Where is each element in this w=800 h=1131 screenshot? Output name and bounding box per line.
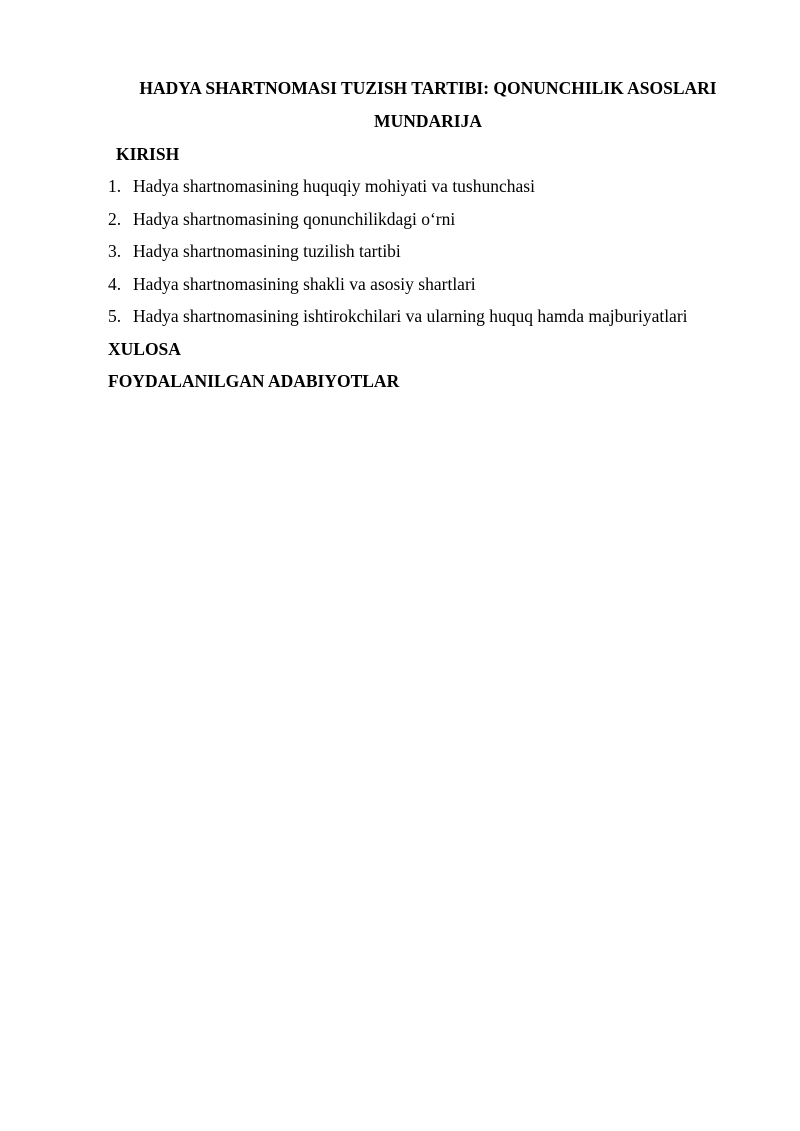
toc-item-text: Hadya shartnomasining ishtirokchilari va ularning huquq hamda majburiyatlari [133, 306, 688, 326]
toc-item [108, 241, 688, 274]
toc-list [108, 176, 688, 339]
toc-intro-heading: KIRISH [116, 144, 180, 164]
toc-item [108, 209, 688, 242]
toc-item-number: 4. [108, 273, 122, 294]
toc-item [108, 274, 688, 307]
toc-item-number: 2. [108, 208, 122, 229]
document-title: HADYA SHARTNOMASI TUZISH TARTIBI: QONUNCHILIK ASOSLARI [139, 78, 717, 98]
toc-item-number: 1. [108, 176, 122, 196]
toc-references-heading: FOYDALANILGAN ADABIYOTLAR [108, 371, 400, 391]
toc-item-text: Hadya shartnomasining qonunchilikdagi o‘rni [133, 208, 456, 229]
toc-item-number: 3. [108, 241, 122, 261]
toc-item [108, 306, 688, 339]
table-of-contents-heading: MUNDARIJA [374, 111, 482, 131]
toc-item-text: Hadya shartnomasining shakli va asosiy shartlari [133, 273, 476, 294]
toc-item-number: 5. [108, 306, 122, 326]
toc-item-text: Hadya shartnomasining huquqiy mohiyati va tushunchasi [133, 176, 535, 196]
toc-conclusion-heading: XULOSA [108, 339, 181, 359]
toc-item-text: Hadya shartnomasining tuzilish tartibi [133, 241, 401, 261]
toc-item [108, 176, 688, 209]
